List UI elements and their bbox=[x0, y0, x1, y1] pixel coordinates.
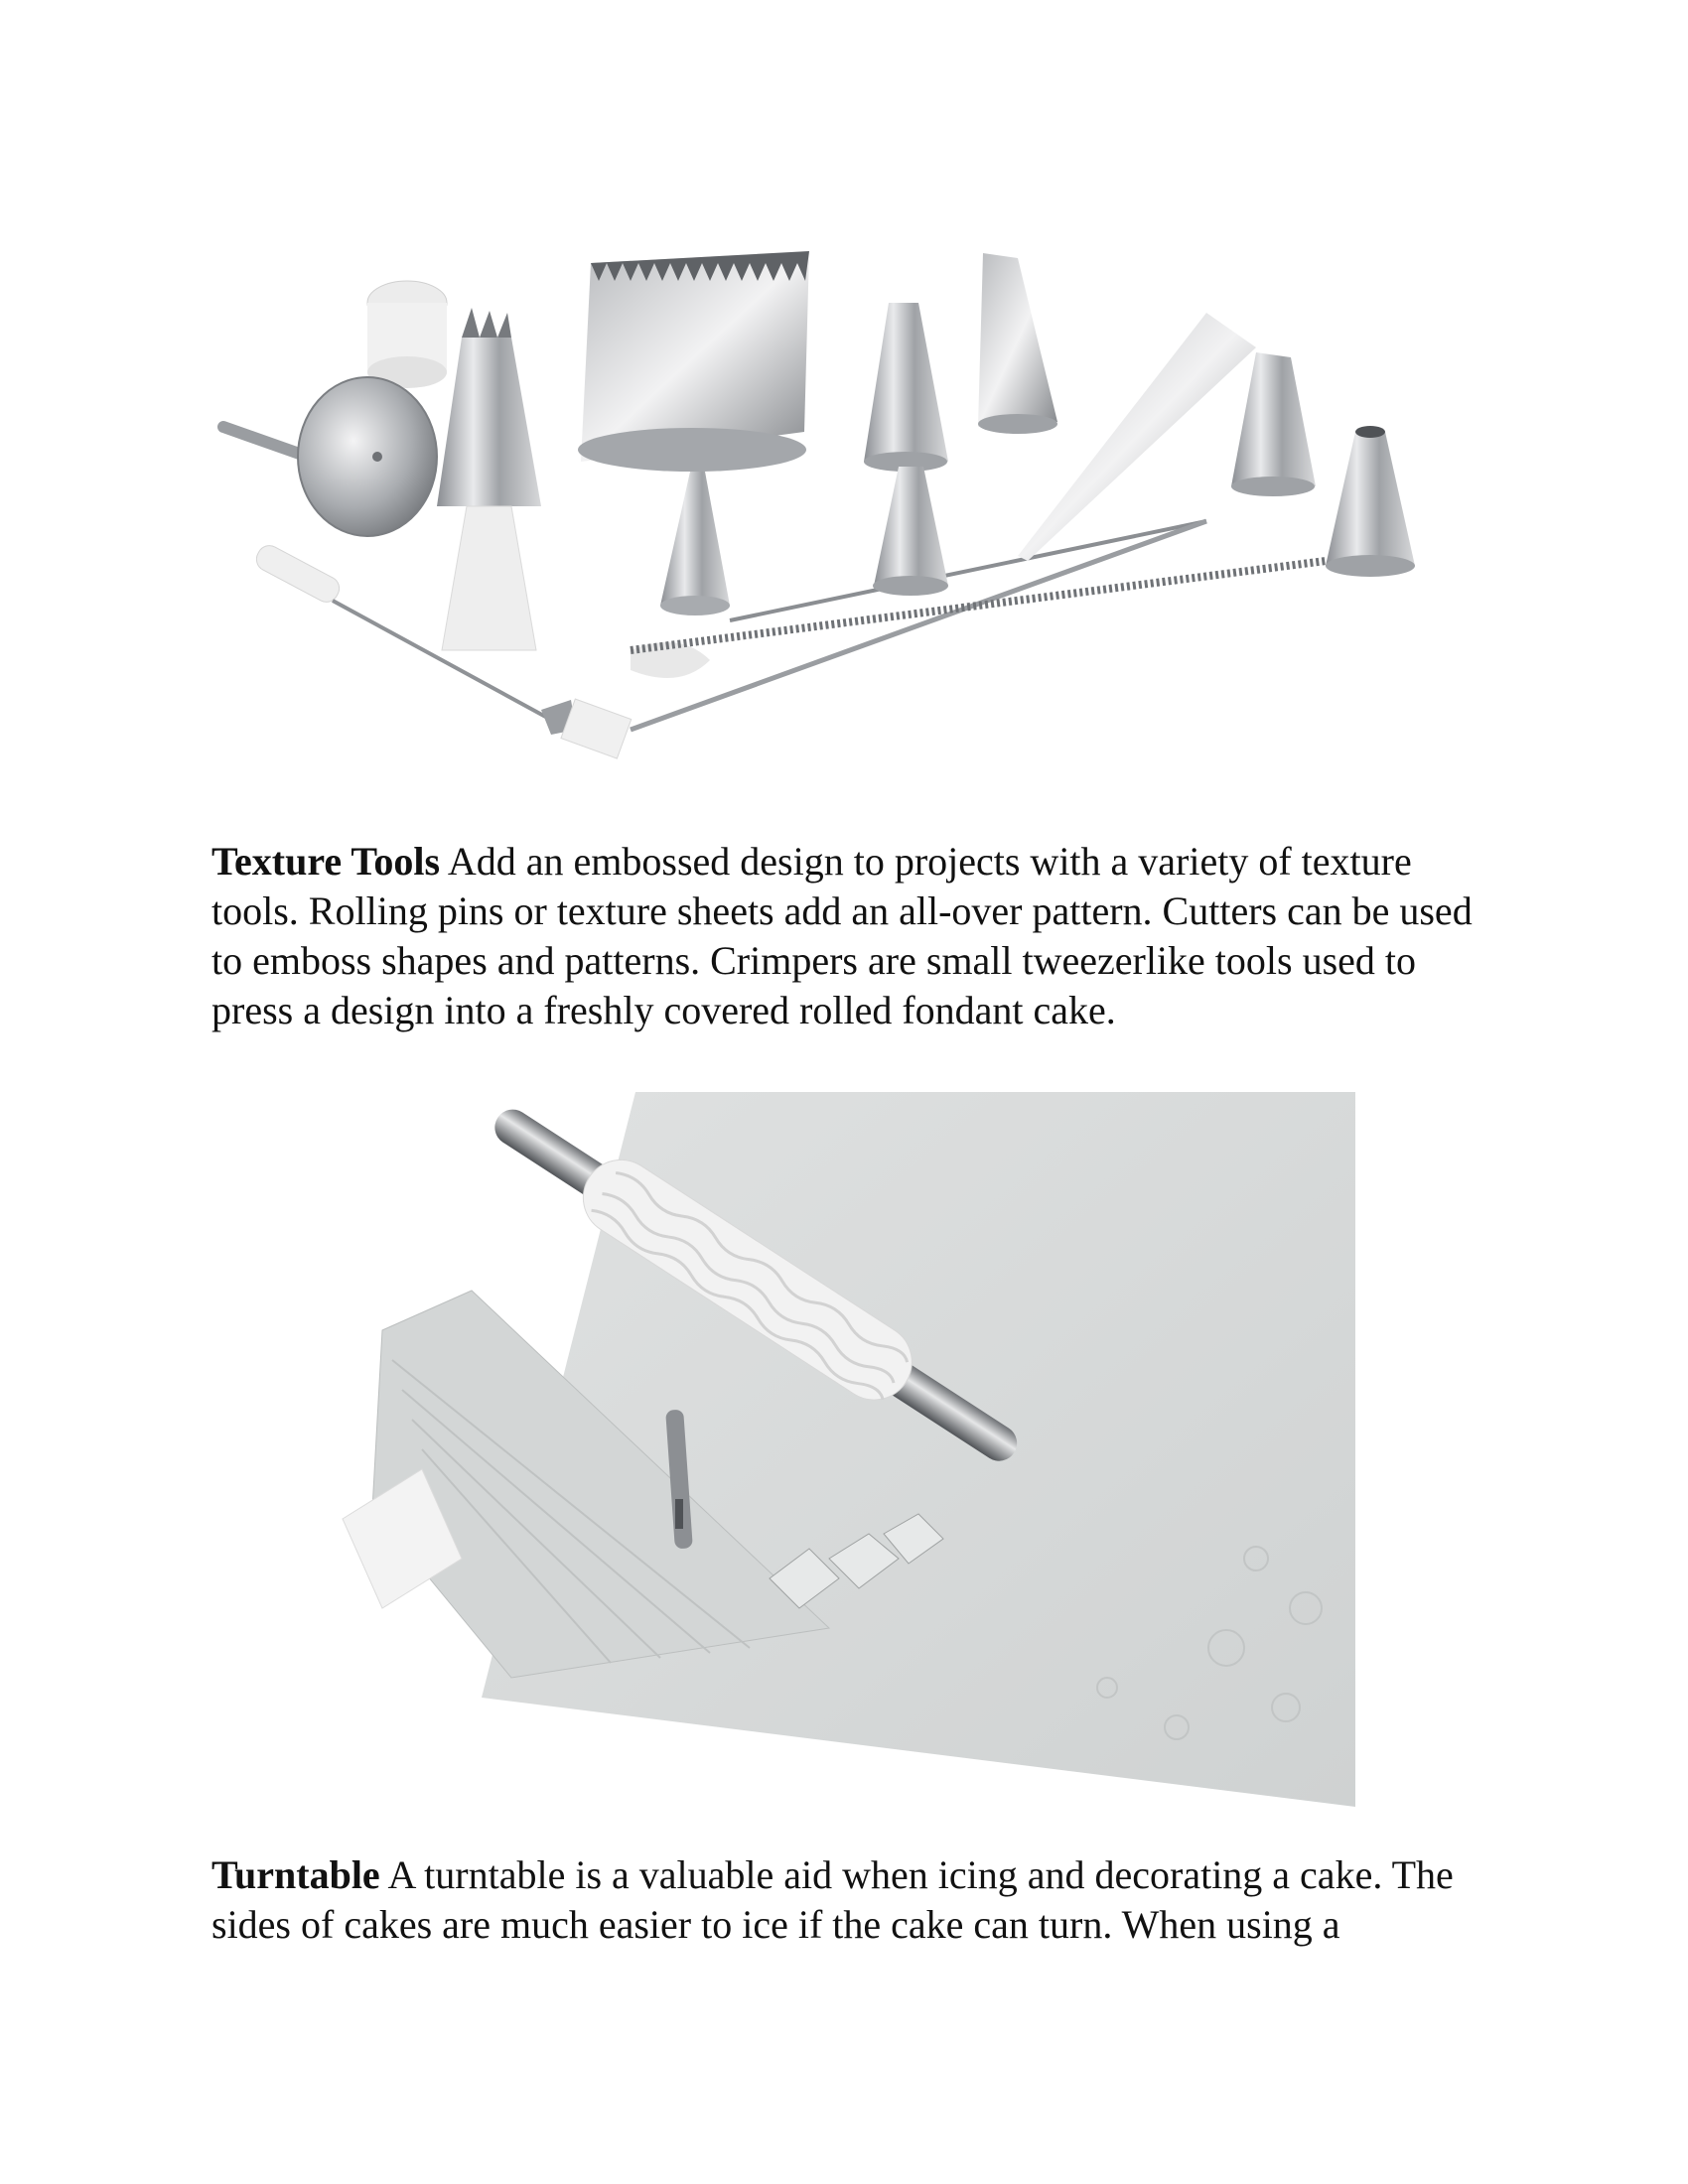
turntable-paragraph bbox=[211, 1850, 1502, 1950]
texture-tools-term: Texture Tools bbox=[211, 839, 441, 884]
texture-tools-photo bbox=[333, 1092, 1355, 1807]
turntable-term: Turntable bbox=[211, 1852, 380, 1897]
texture-tools-text: Add an embossed design to projects with a variety of texture tools. Rolling pins or texture sheets add an all-over pattern. Cutters can be used to emboss shapes and patterns. Crimpers are small tweezerlike tools used to press a design into a freshly covered rolled fondant cake. bbox=[211, 839, 1473, 1032]
decorating-tips-photo bbox=[213, 233, 1465, 789]
turntable-text: A turntable is a valuable aid when icing and decorating a cake. The sides of cakes are much easier to ice if the cake can turn. When using a bbox=[211, 1852, 1454, 1947]
texture-tools-paragraph bbox=[211, 837, 1502, 1035]
